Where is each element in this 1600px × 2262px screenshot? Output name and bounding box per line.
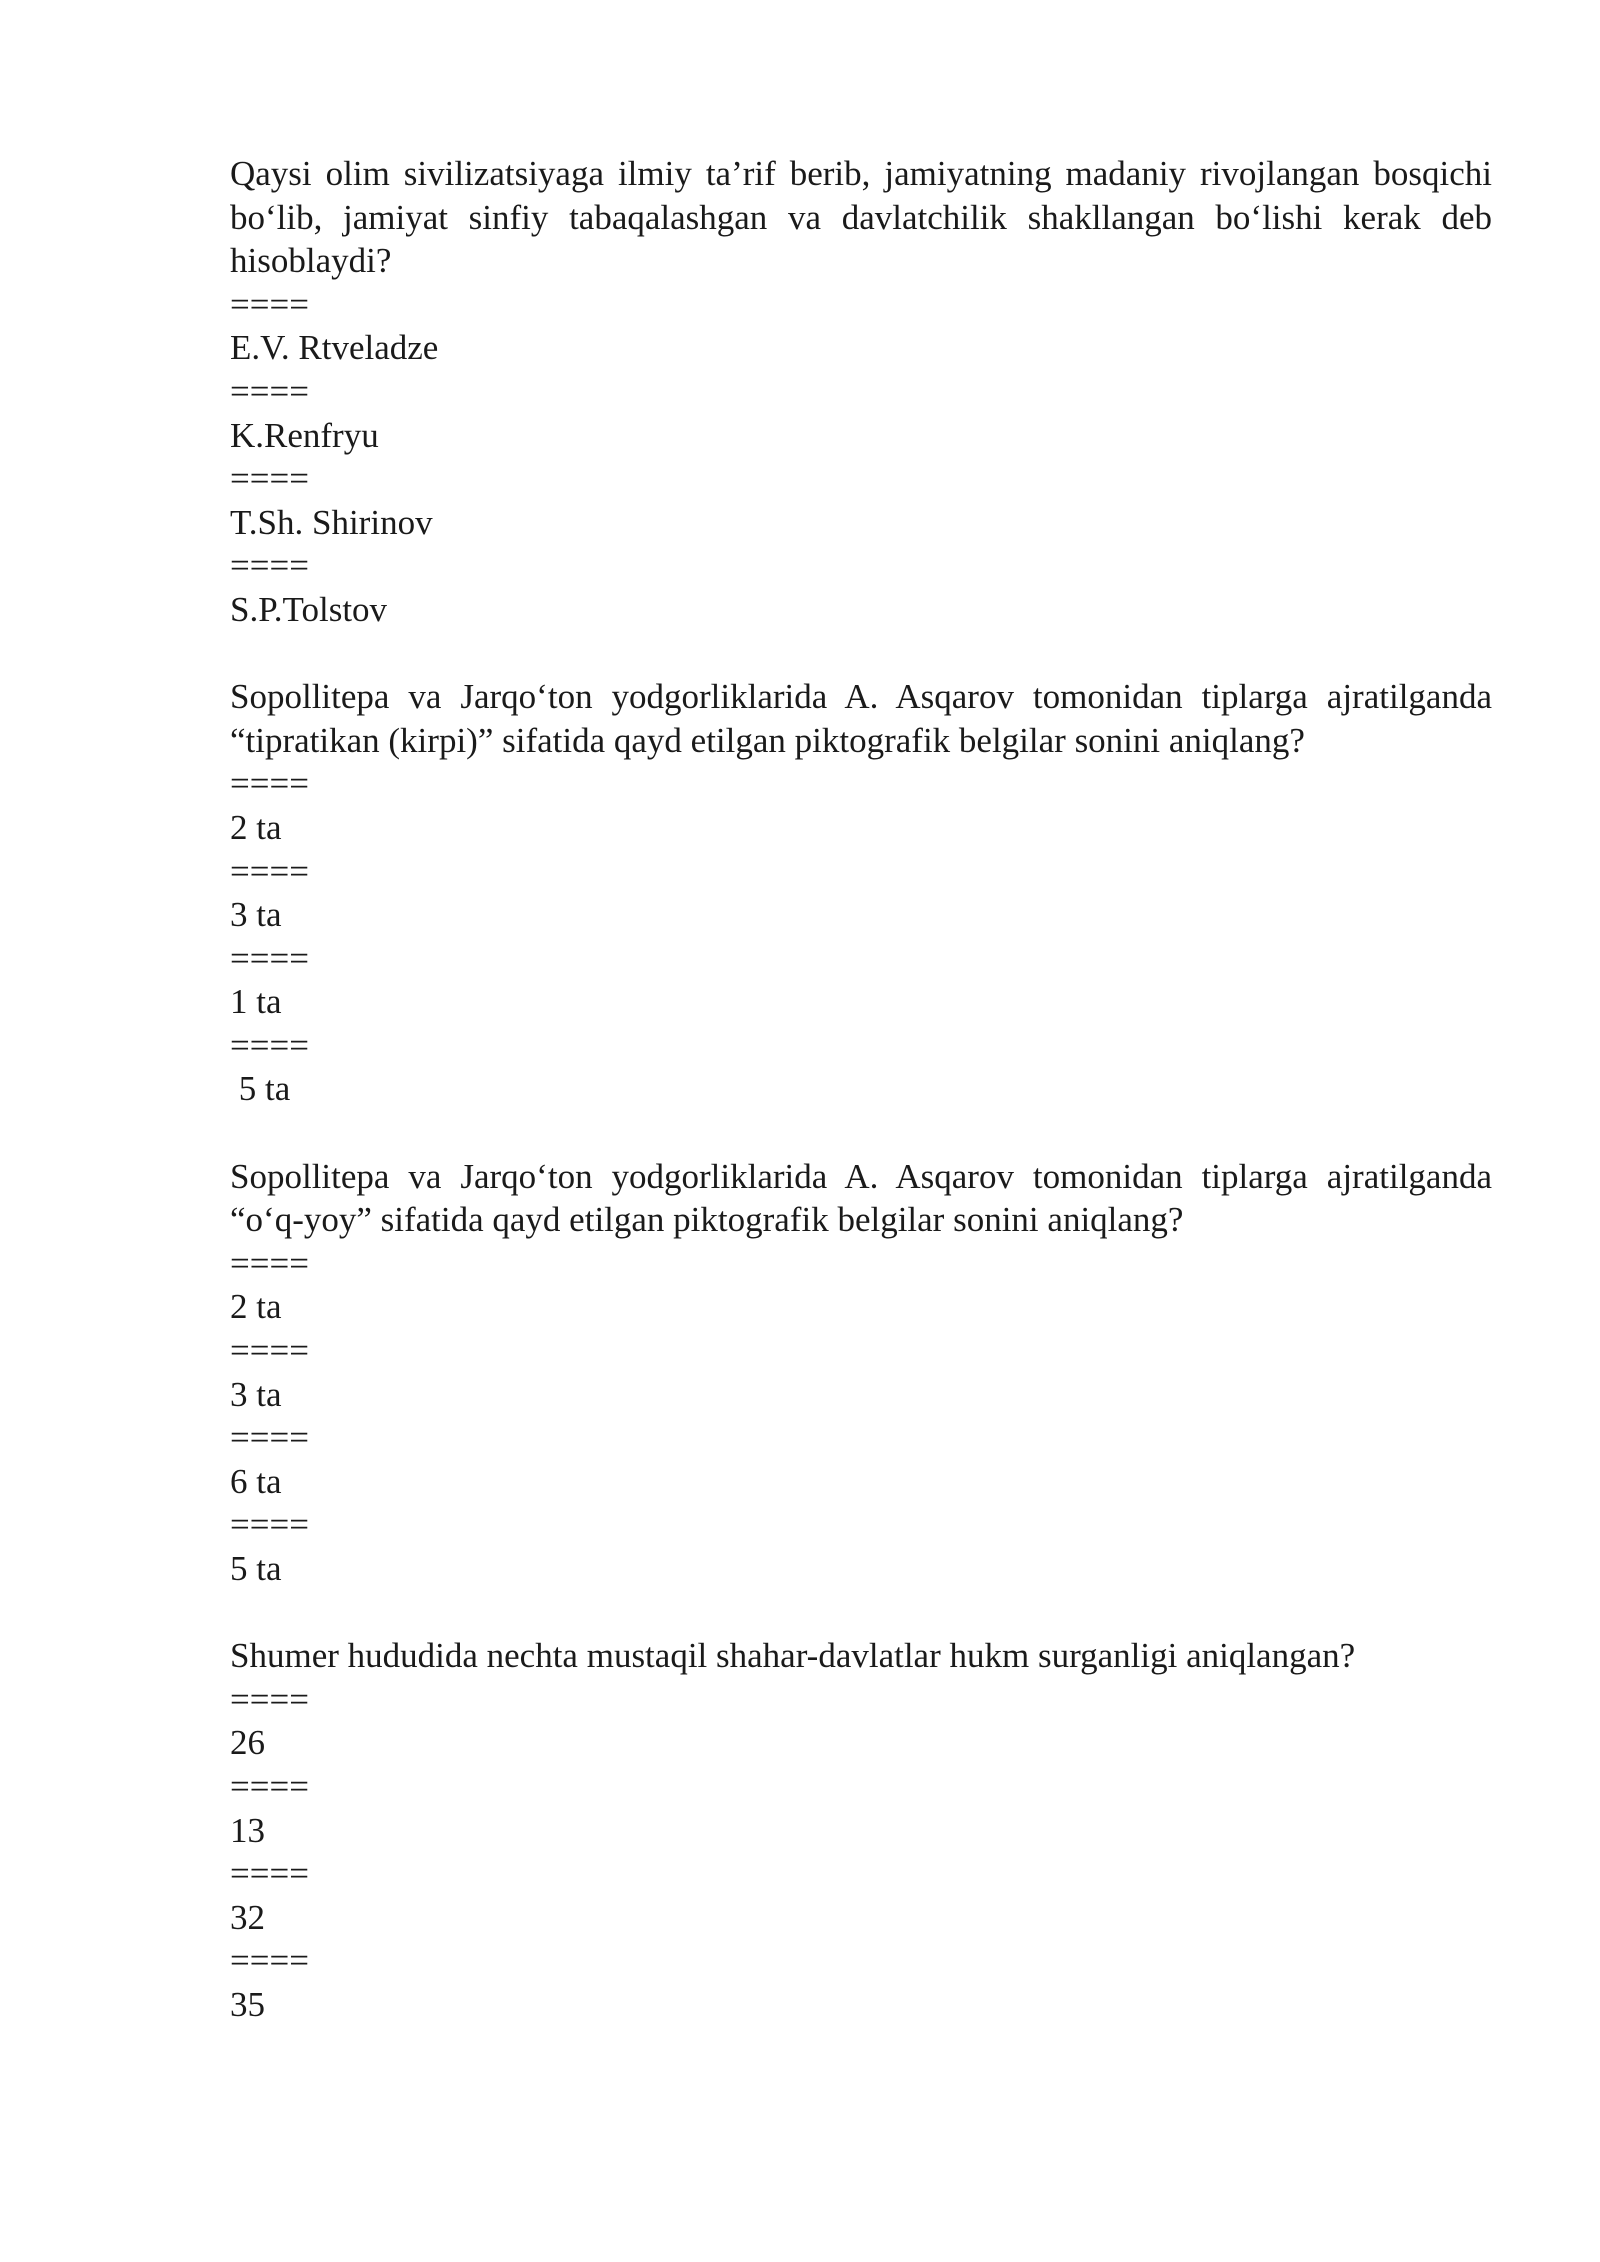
question-text: Qaysi olim sivilizatsiyaga ilmiy ta’rif berib, jamiyatning madaniy rivojlangan bosqichi bo‘lib, jamiyat sinfiy tabaqalashgan va davlatchilik shakllangan bo‘lishi kerak deb hisoblaydi? — [230, 154, 1492, 281]
question-text: Sopollitepa va Jarqo‘ton yodgorliklarida A. Asqarov tomonidan tiplarga ajratilganda “o‘q-yoy” sifatida qayd etilgan piktografik belgilar sonini aniqlang? — [230, 1156, 1492, 1240]
question-block — [230, 152, 1492, 632]
answer-option: 35 — [230, 1984, 265, 2024]
answer-option: 13 — [230, 1810, 265, 1850]
answer-separator: ==== — [230, 546, 309, 586]
answer-separator: ==== — [230, 1854, 309, 1894]
answer-separator: ==== — [230, 1941, 309, 1981]
question-block — [230, 1634, 1492, 2026]
answer-separator: ==== — [230, 1505, 309, 1545]
answer-separator: ==== — [230, 1025, 309, 1065]
question-block — [230, 1155, 1492, 1591]
answer-separator: ==== — [230, 764, 309, 804]
answer-separator: ==== — [230, 459, 309, 499]
answer-option: 1 ta — [230, 982, 282, 1022]
answer-separator: ==== — [230, 1418, 309, 1458]
answer-separator: ==== — [230, 851, 309, 891]
answer-separator: ==== — [230, 371, 309, 411]
answer-separator: ==== — [230, 284, 309, 324]
document-page — [230, 152, 1492, 2070]
answer-option: 32 — [230, 1897, 265, 1937]
answer-option: 26 — [230, 1723, 265, 1763]
question-text: Sopollitepa va Jarqo‘ton yodgorliklarida A. Asqarov tomonidan tiplarga ajratilganda “tipratikan (kirpi)” sifatida qayd etilgan piktografik belgilar sonini aniqlang? — [230, 677, 1492, 760]
answer-option: 6 ta — [230, 1461, 282, 1501]
answer-option: 3 ta — [230, 1374, 282, 1414]
answer-option: K.Renfryu — [230, 415, 379, 455]
answer-option: S.P.Tolstov — [230, 589, 388, 629]
answer-separator: ==== — [230, 1243, 309, 1283]
answer-option: 2 ta — [230, 807, 282, 847]
answer-option: 5 ta — [230, 1069, 291, 1109]
question-text: Shumer hududida nechta mustaqil shahar-davlatlar hukm surganligi aniqlangan? — [230, 1636, 1356, 1676]
answer-separator: ==== — [230, 1331, 309, 1371]
answer-option: 2 ta — [230, 1287, 282, 1327]
answer-option: 3 ta — [230, 895, 282, 935]
answer-option: T.Sh. Shirinov — [230, 502, 433, 542]
answer-separator: ==== — [230, 938, 309, 978]
answer-option: E.V. Rtveladze — [230, 328, 439, 368]
question-block — [230, 675, 1492, 1111]
answer-separator: ==== — [230, 1766, 309, 1806]
answer-separator: ==== — [230, 1679, 309, 1719]
answer-option: 5 ta — [230, 1549, 282, 1588]
